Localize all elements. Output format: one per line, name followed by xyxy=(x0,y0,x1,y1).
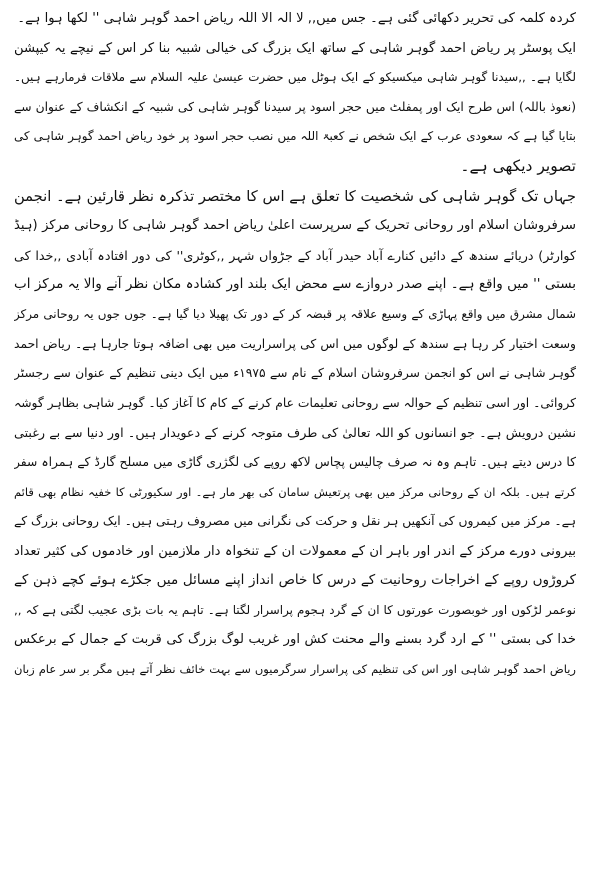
text-line: کا درس دیتے ہیں۔ تاہم وہ نہ صرف چالیس پچاس لاکھ روپے کی لگژری گاڑی میں مسلح گارڈ کے ہمراہ سفر xyxy=(14,454,576,469)
text-line: نشین درویش ہے۔ جو انسانوں کو اللہ تعالیٰ کی طرف متوجہ کرنے کے دعویدار ہیں۔ اور دنیا سے بے رغبتی xyxy=(14,425,576,441)
text-line: گوہر شاہی نے اس کو انجمن سرفروشان اسلام کے نام سے ۱۹۷۵ء میں ایک دینی تنظیم کے عنوان سے رجسٹر xyxy=(14,366,576,381)
text-line: ہے۔ مرکز میں کیمروں کی آنکھیں ہر نقل و حرکت کی نگرانی میں مصروف رہتی ہیں۔ ایک روحانی بزرگ کے xyxy=(14,514,576,529)
text-line: خدا کی بستی '' کے ارد گرد بسنے والے محنت کش اور غریب لوگ بزرگ کی قربت کے جمال کے برعکس xyxy=(14,632,576,648)
text-line: سرفروشان اسلام اور روحانی تحریک کے سرپرست اعلیٰ ریاض احمد گوہر شاہی کا روحانی مرکز (ہیڈ xyxy=(14,218,576,234)
text-line: بستی '' میں واقع ہے۔ اپنے صدر دروازے سے محض ایک بلند اور کشادہ مکان نظر آنے والا یہ مرکز اب xyxy=(14,276,576,293)
text-line: کوارٹر) دریائے سندھ کے دائیں کنارے آباد حیدر آباد کے جڑواں شہر ,,کوٹری'' کی دور افتادہ آبادی ,,خدا کی xyxy=(14,247,576,263)
text-line: تصویر دیکھی ہے۔ xyxy=(460,156,576,175)
text-line: کروائی۔ اور اسی تنظیم کے حوالہ سے روحانی تعلیمات عام کرنے کے کام کا آغاز کیا۔ گوہر شاہی بظاہر گوشہ xyxy=(14,395,576,410)
text-line: کرتے ہیں۔ بلکہ ان کے روحانی مرکز میں بھی پرتعیش سامان کی بھر مار ہے۔ اور سکیورٹی کا خفیہ نظام بھی قائم xyxy=(14,484,576,499)
text-line: کروڑوں روپے کے اخراجات روحانیت کے درس کا خاص انداز اپنے مسائل میں جکڑے ہوئے کچے ذہن کے xyxy=(14,572,576,589)
text-line: (نعوذ باللہ) اس طرح ایک اور پمفلٹ میں حجر اسود پر سیدنا گوہر شاہی کی شبیہ کے انکشاف کے عنوان سے xyxy=(14,99,576,114)
text-line: ریاض احمد گوہر شاہی اور اس کی تنظیم کی پراسرار سرگرمیوں سے بہت خائف نظر آتے ہیں مگر بر سر عام زبان xyxy=(14,662,576,677)
text-line: ایک پوسٹر پر ریاض احمد گوہر شاہی کے ساتھ ایک بزرگ کی خیالی شبیہ بنا کر اس کے نیچے یہ کیپشن xyxy=(14,40,576,56)
text-line: جہاں تک گوہر شاہی کی شخصیت کا تعلق ہے اس کا مختصر تذکرہ نظر قارئین ہے۔ انجمن xyxy=(14,187,576,205)
text-line: نوعمر لڑکوں اور خوبصورت عورتوں کا ان کے گرد ہجوم پراسرار لگتا ہے۔ تاہم یہ بات بڑی عجیب لگتی ہے کہ ,, xyxy=(14,602,576,617)
paragraph-poster-claims xyxy=(14,34,576,182)
paragraph-personality-profile xyxy=(14,182,576,685)
paragraph-kalma-text xyxy=(14,4,576,34)
text-line: شمال مشرق میں واقع پہاڑی کے وسیع علاقہ پر قبضہ کر کے دور تک پھیلا دیا گیا ہے۔ جوں جوں یہ روحانی مرکز xyxy=(14,306,576,321)
text-line: وسعت اختیار کر رہا ہے سندھ کے لوگوں میں اس کی پراسراریت میں بھی اضافہ ہوتا جارہا ہے۔ ریاض احمد xyxy=(14,336,576,351)
text-line: لگایا ہے۔ ,,سیدنا گوہر شاہی میکسیکو کے ایک ہوٹل میں حضرت عیسیٰ علیہ السلام سے ملاقات فرمارہے ہیں۔ xyxy=(14,70,576,85)
text-line: کردہ کلمہ کی تحریر دکھائی گئی ہے۔ جس میں,, لا الہ الا اللہ ریاض احمد گوہر شاہی '' لکھا ہوا ہے۔ xyxy=(17,11,576,26)
text-line: بتایا گیا ہے کہ سعودی عرب کے ایک شخص نے کعبۃ اللہ میں نصب حجر اسود پر خود ریاض احمد گوہر شاہی کی xyxy=(14,129,576,144)
text-line: بیرونی دورے مرکز کے اندر اور باہر ان کے معمولات ان کے تنخواہ دار ملازمین اور خادموں کی کثیر تعداد xyxy=(14,543,576,559)
